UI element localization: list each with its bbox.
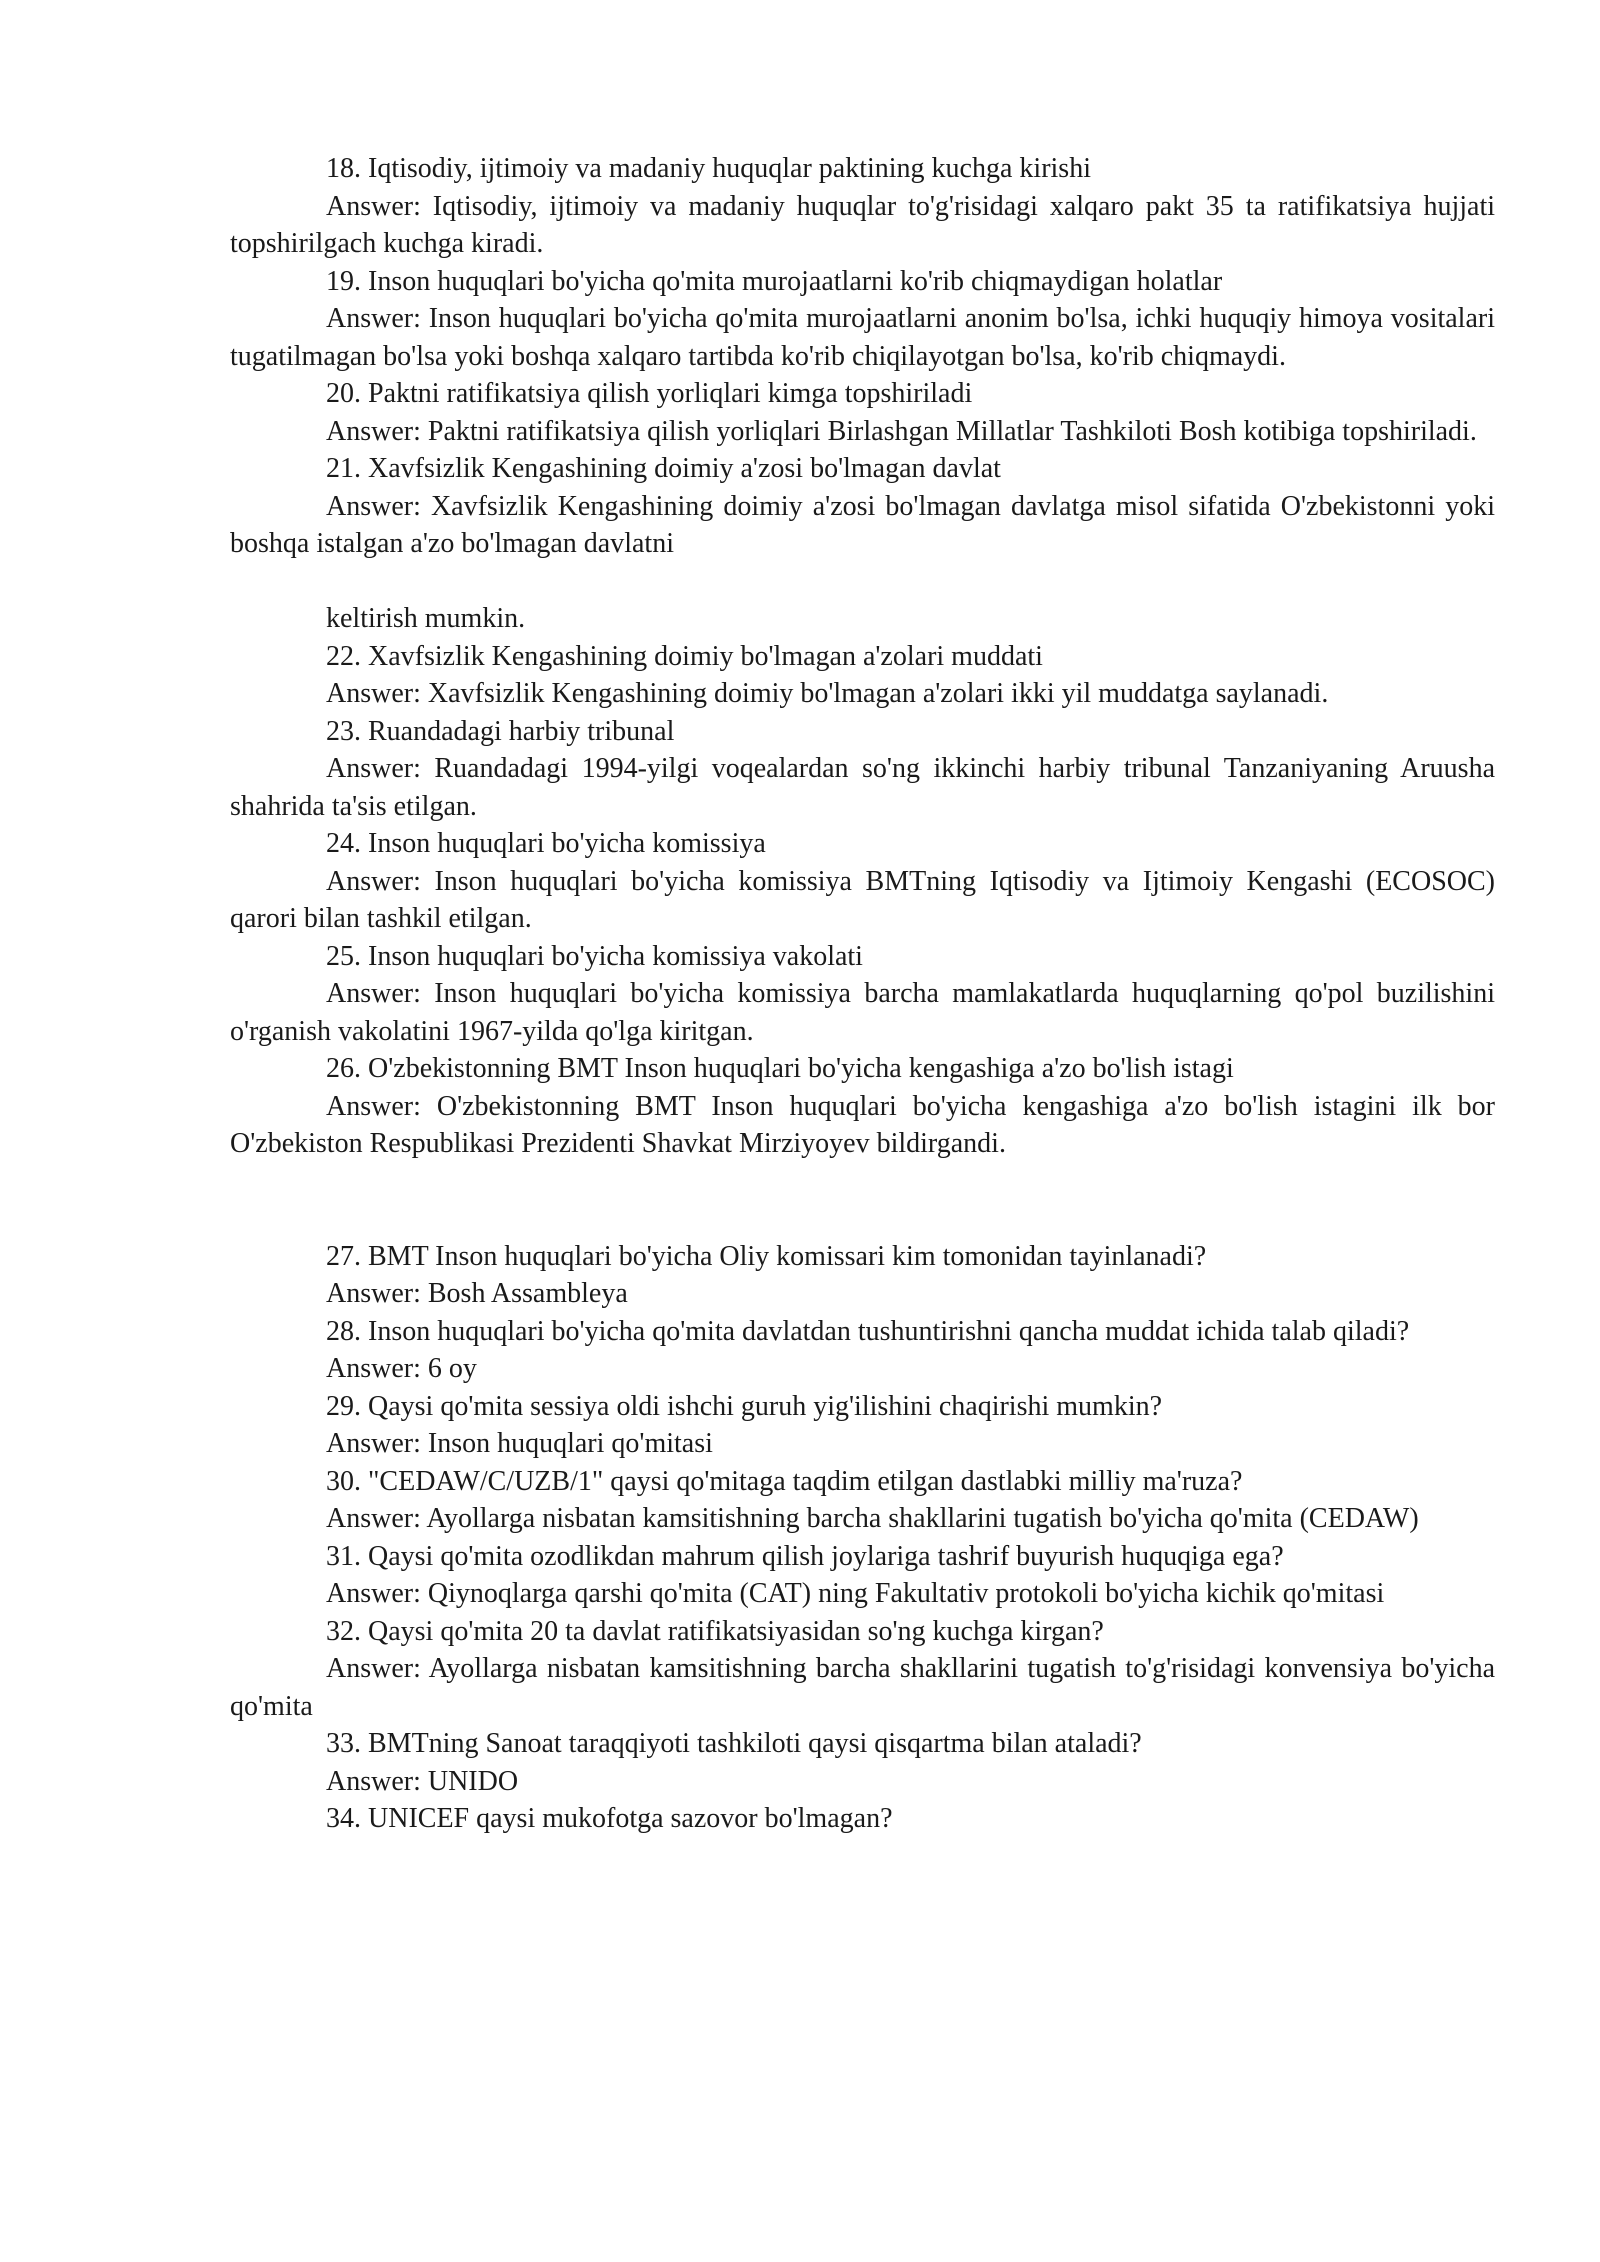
answer-22: Answer: Xavfsizlik Kengashining doimiy bo'lmagan a'zolari ikki yil muddatga saylanadi. xyxy=(326,678,1329,709)
question-24: 24. Inson huquqlari bo'yicha komissiya xyxy=(326,828,766,859)
answer-26: Answer: O'zbekistonning BMT Inson huquqlari bo'yicha kengashiga a'zo bo'lish istagini ilk bor O'zbekiston Respublikasi Prezidenti Shavkat Mirziyoyev bildirgandi. xyxy=(230,1090,1495,1159)
answer-33: Answer: UNIDO xyxy=(326,1765,519,1797)
question-22: 22. Xavfsizlik Kengashining doimiy bo'lmagan a'zolari muddati xyxy=(326,640,1043,672)
answer-29: Answer: Inson huquqlari qo'mitasi xyxy=(326,1428,713,1459)
question-31: 31. Qaysi qo'mita ozodlikdan mahrum qilish joylariga tashrif buyurish huquqiga ega? xyxy=(326,1540,1284,1572)
spacer xyxy=(230,1163,1495,1238)
answer-21-continued: keltirish mumkin. xyxy=(326,603,526,634)
question-34: 34. UNICEF qaysi mukofotga sazovor bo'lmagan? xyxy=(326,1803,893,1834)
question-18: 18. Iqtisodiy, ijtimoiy va madaniy huquqlar paktining kuchga kirishi xyxy=(326,153,1091,184)
question-23: 23. Ruandadagi harbiy tribunal xyxy=(326,715,675,747)
question-32: 32. Qaysi qo'mita 20 ta davlat ratifikatsiyasidan so'ng kuchga kirgan? xyxy=(326,1615,1104,1647)
answer-27: Answer: Bosh Assambleya xyxy=(326,1278,628,1309)
answer-18: Answer: Iqtisodiy, ijtimoiy va madaniy huquqlar to'g'risidagi xalqaro pakt 35 ta ratifikatsiya hujjati topshirilgach kuchga kiradi. xyxy=(230,190,1495,259)
answer-31: Answer: Qiynoqlarga qarshi qo'mita (CAT) ning Fakultativ protokoli bo'yicha kichik qo'mitasi xyxy=(326,1578,1385,1609)
question-27: 27. BMT Inson huquqlari bo'yicha Oliy komissari kim tomonidan tayinlanadi? xyxy=(326,1240,1207,1272)
answer-19: Answer: Inson huquqlari bo'yicha qo'mita murojaatlarni anonim bo'lsa, ichki huquqiy himoya vositalari tugatilmagan bo'lsa yoki boshqa xalqaro tartibda ko'rib chiqilayotgan bo'lsa, ko'rib chiqmaydi. xyxy=(230,303,1495,372)
question-30: 30. "CEDAW/C/UZB/1" qaysi qo'mitaga taqdim etilgan dastlabki milliy ma'ruza? xyxy=(326,1465,1243,1497)
question-28: 28. Inson huquqlari bo'yicha qo'mita davlatdan tushuntirishni qancha muddat ichida talab qiladi? xyxy=(326,1315,1410,1347)
spacer xyxy=(230,563,1495,601)
answer-21: Answer: Xavfsizlik Kengashining doimiy a'zosi bo'lmagan davlatga misol sifatida O'zbekistonni yoki boshqa istalgan a'zo bo'lmagan davlatni xyxy=(230,490,1495,559)
answer-30: Answer: Ayollarga nisbatan kamsitishning barcha shakllarini tugatish bo'yicha qo'mita (CEDAW) xyxy=(326,1503,1419,1534)
question-19: 19. Inson huquqlari bo'yicha qo'mita murojaatlarni ko'rib chiqmaydigan holatlar xyxy=(326,265,1223,297)
answer-20: Answer: Paktni ratifikatsiya qilish yorliqlari Birlashgan Millatlar Tashkiloti Bosh kotibiga topshiriladi. xyxy=(326,415,1477,447)
question-29: 29. Qaysi qo'mita sessiya oldi ishchi guruh yig'ilishini chaqirishi mumkin? xyxy=(326,1390,1163,1422)
question-20: 20. Paktni ratifikatsiya qilish yorliqlari kimga topshiriladi xyxy=(326,378,973,409)
question-21: 21. Xavfsizlik Kengashining doimiy a'zosi bo'lmagan davlat xyxy=(326,453,1001,484)
document-page xyxy=(230,150,1495,1838)
question-25: 25. Inson huquqlari bo'yicha komissiya vakolati xyxy=(326,940,863,972)
answer-32: Answer: Ayollarga nisbatan kamsitishning barcha shakllarini tugatish to'g'risidagi konvensiya bo'yicha qo'mita xyxy=(230,1653,1495,1722)
answer-24: Answer: Inson huquqlari bo'yicha komissiya BMTning Iqtisodiy va Ijtimoiy Kengashi (ECOSOC) qarori bilan tashkil etilgan. xyxy=(230,865,1495,934)
question-33: 33. BMTning Sanoat taraqqiyoti tashkiloti qaysi qisqartma bilan ataladi? xyxy=(326,1728,1142,1759)
answer-23: Answer: Ruandadagi 1994-yilgi voqealardan so'ng ikkinchi harbiy tribunal Tanzaniyaning Aruusha shahrida ta'sis etilgan. xyxy=(230,753,1495,822)
answer-25: Answer: Inson huquqlari bo'yicha komissiya barcha mamlakatlarda huquqlarning qo'pol buzilishini o'rganish vakolatini 1967-yilda qo'lga kiritgan. xyxy=(230,978,1495,1047)
question-26: 26. O'zbekistonning BMT Inson huquqlari bo'yicha kengashiga a'zo bo'lish istagi xyxy=(326,1053,1234,1084)
answer-28: Answer: 6 oy xyxy=(326,1353,477,1384)
